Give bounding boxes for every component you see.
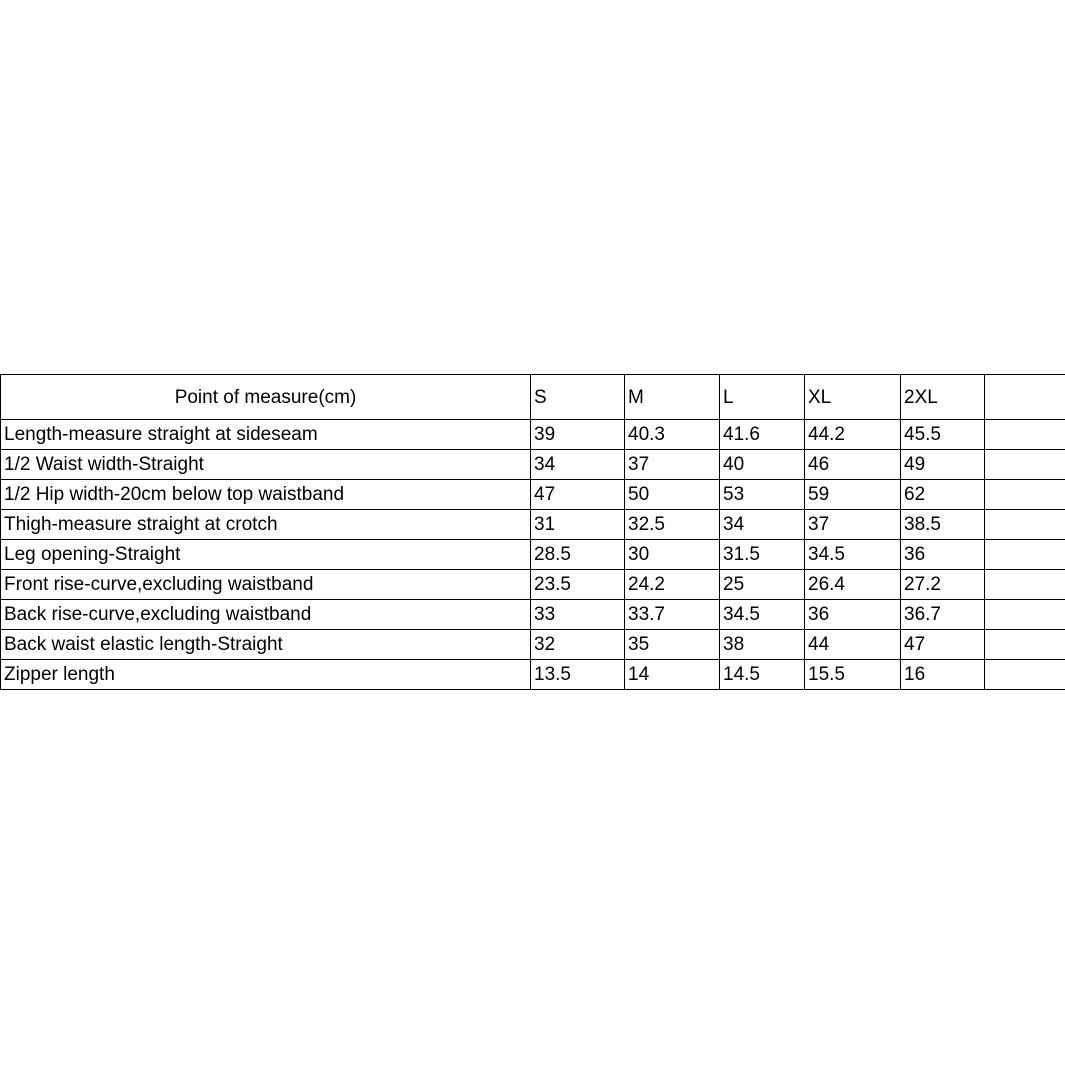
- measure-value: 14.5: [720, 660, 805, 690]
- measure-value: 47: [531, 480, 625, 510]
- measure-value: 37: [625, 450, 720, 480]
- measure-value: 62: [901, 480, 985, 510]
- size-header-m: M: [625, 375, 720, 420]
- table-row: [1, 540, 1065, 570]
- measure-value: 24.2: [625, 570, 720, 600]
- size-header-2xl: 2XL: [901, 375, 985, 420]
- measure-value: 36: [805, 600, 901, 630]
- measure-value: 15.5: [805, 660, 901, 690]
- measure-value: 31: [531, 510, 625, 540]
- measure-value: 36: [901, 540, 985, 570]
- measure-value: 33.7: [625, 600, 720, 630]
- table-row: [1, 570, 1065, 600]
- table-row: [1, 660, 1065, 690]
- measure-value: 46: [805, 450, 901, 480]
- measure-value: [985, 570, 1065, 600]
- measure-value: 40: [720, 450, 805, 480]
- table-row: [1, 450, 1065, 480]
- size-header-l: L: [720, 375, 805, 420]
- measure-value: 32.5: [625, 510, 720, 540]
- measure-value: 41.6: [720, 420, 805, 450]
- measure-value: 23.5: [531, 570, 625, 600]
- measure-value: 34: [720, 510, 805, 540]
- size-header-s: S: [531, 375, 625, 420]
- measure-value: 33: [531, 600, 625, 630]
- measure-value: [985, 540, 1065, 570]
- measure-value: 26.4: [805, 570, 901, 600]
- measure-value: [985, 600, 1065, 630]
- measure-value: 47: [901, 630, 985, 660]
- measure-value: 36.7: [901, 600, 985, 630]
- measure-label: Length-measure straight at sideseam: [1, 420, 531, 450]
- measure-value: 14: [625, 660, 720, 690]
- measure-value: 30: [625, 540, 720, 570]
- table-row: [1, 630, 1065, 660]
- table-body: [1, 420, 1065, 690]
- measure-value: 44.2: [805, 420, 901, 450]
- measure-value: 16: [901, 660, 985, 690]
- measure-value: 35: [625, 630, 720, 660]
- measure-value: 28.5: [531, 540, 625, 570]
- measure-value: 44: [805, 630, 901, 660]
- measure-label: 1/2 Waist width-Straight: [1, 450, 531, 480]
- measure-value: [985, 450, 1065, 480]
- measure-label: Thigh-measure straight at crotch: [1, 510, 531, 540]
- measure-value: [985, 660, 1065, 690]
- measure-value: 31.5: [720, 540, 805, 570]
- measure-value: 45.5: [901, 420, 985, 450]
- measure-value: 34.5: [720, 600, 805, 630]
- measure-value: 38: [720, 630, 805, 660]
- measure-label: 1/2 Hip width-20cm below top waistband: [1, 480, 531, 510]
- table-row: [1, 510, 1065, 540]
- measure-value: 40.3: [625, 420, 720, 450]
- table-row: [1, 600, 1065, 630]
- measure-label: Back waist elastic length-Straight: [1, 630, 531, 660]
- measure-value: 27.2: [901, 570, 985, 600]
- measure-value: 39: [531, 420, 625, 450]
- measure-value: 34.5: [805, 540, 901, 570]
- measure-value: [985, 420, 1065, 450]
- size-header-empty: [985, 375, 1065, 420]
- measure-value: 38.5: [901, 510, 985, 540]
- size-header-xl: XL: [805, 375, 901, 420]
- point-of-measure-header: Point of measure(cm): [1, 375, 531, 420]
- table-row: [1, 480, 1065, 510]
- measure-value: 59: [805, 480, 901, 510]
- measure-value: [985, 480, 1065, 510]
- measure-value: 34: [531, 450, 625, 480]
- measure-value: [985, 510, 1065, 540]
- size-chart-table: [0, 374, 1065, 690]
- measure-value: 32: [531, 630, 625, 660]
- table-row: [1, 420, 1065, 450]
- measure-value: 53: [720, 480, 805, 510]
- measure-value: 37: [805, 510, 901, 540]
- header-row: [1, 375, 1065, 420]
- measure-label: Leg opening-Straight: [1, 540, 531, 570]
- measure-label: Zipper length: [1, 660, 531, 690]
- measure-value: 25: [720, 570, 805, 600]
- measure-label: Back rise-curve,excluding waistband: [1, 600, 531, 630]
- measure-value: 50: [625, 480, 720, 510]
- measure-label: Front rise-curve,excluding waistband: [1, 570, 531, 600]
- measure-value: [985, 630, 1065, 660]
- measure-value: 49: [901, 450, 985, 480]
- measure-value: 13.5: [531, 660, 625, 690]
